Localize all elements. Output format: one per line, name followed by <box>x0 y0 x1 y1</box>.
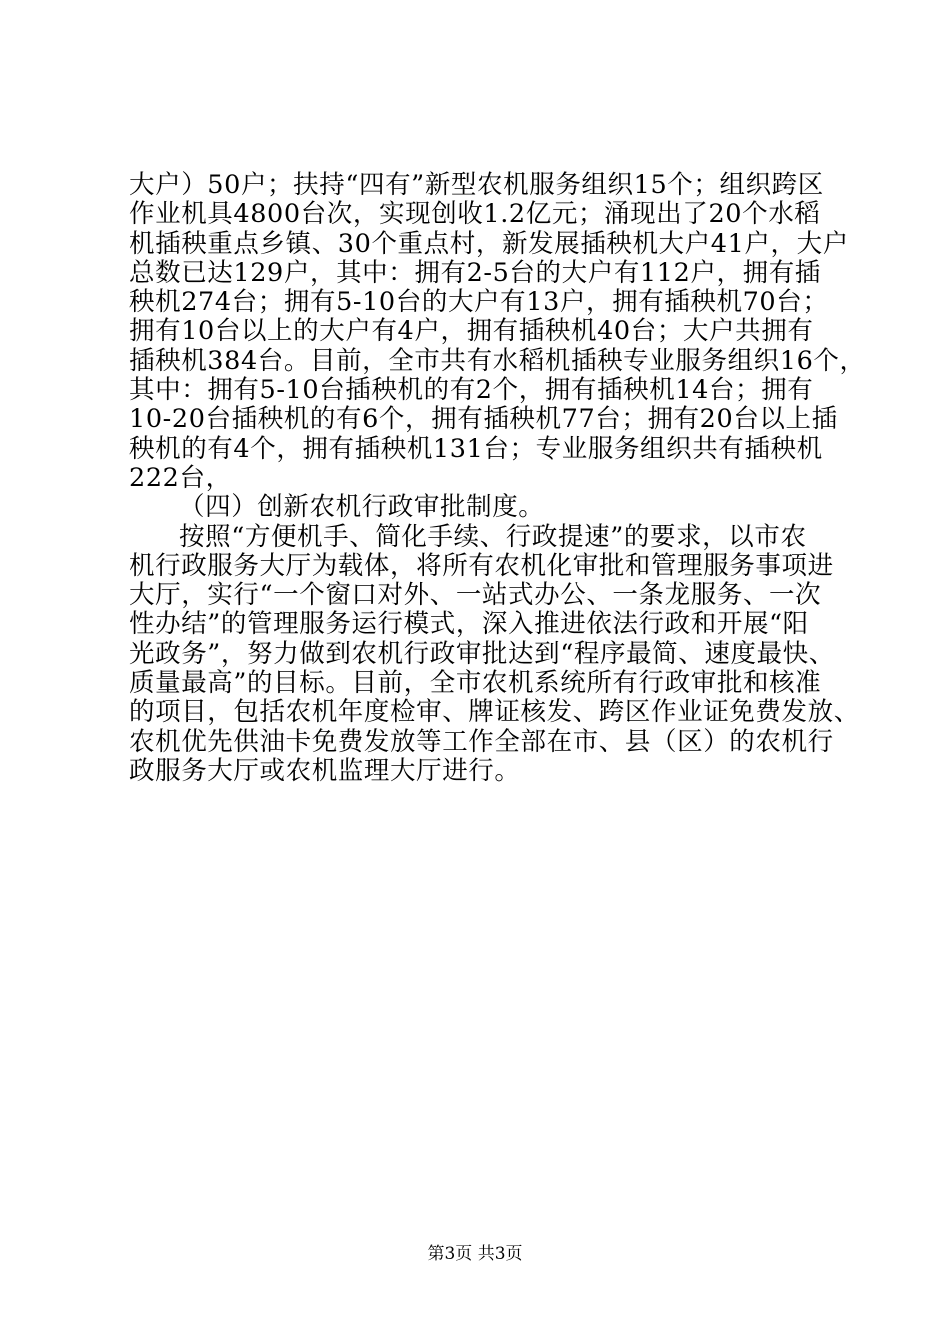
paragraph-first-line: 按照“方便机手、简化手续、行政提速”的要求，以市农 <box>179 521 807 552</box>
text-line: 其中：拥有5-10台插秧机的有2个，拥有插秧机14台；拥有 <box>129 375 814 406</box>
text-line: 222台， <box>129 462 232 493</box>
text-line: 机插秧重点乡镇、30个重点村，新发展插秧机大户41户，大户 <box>129 228 849 259</box>
text-line: 光政务”，努力做到农机行政审批达到“程序最简、速度最快、 <box>129 638 835 669</box>
text-line: 秧机的有4个，拥有插秧机131台；专业服务组织共有插秧机 <box>129 433 823 464</box>
text-line: 农机优先供油卡免费发放等工作全部在市、县（区）的农机行 <box>129 726 834 757</box>
page-number: 第3页 共3页 <box>427 1244 523 1264</box>
text-line: 10-20台插秧机的有6个，拥有插秧机77台；拥有20台以上插 <box>129 404 838 435</box>
text-line: 的项目，包括农机年度检审、牌证核发、跨区作业证免费发放、 <box>129 697 860 728</box>
text-line: 大户）50户；扶持“四有”新型农机服务组织15个；组织跨区 <box>129 170 824 200</box>
section-heading: （四）创新农机行政审批制度。 <box>179 492 545 523</box>
text-line: 秧机274台；拥有5-10台的大户有13户，拥有插秧机70台； <box>129 287 829 318</box>
text-line: 插秧机384台。目前，全市共有水稻机插秧专业服务组织16个， <box>129 345 866 376</box>
text-line: 总数已达129户，其中：拥有2-5台的大户有112户，拥有插 <box>129 257 821 288</box>
text-line: 机行政服务大厅为载体，将所有农机化审批和管理服务事项进 <box>129 550 834 581</box>
text-line: 质量最高”的目标。目前，全市农机系统所有行政审批和核准 <box>129 668 822 699</box>
text-line: 拥有10台以上的大户有4户，拥有插秧机40台；大户共拥有 <box>129 316 814 347</box>
text-line: 性办结”的管理服务运行模式，深入推进依法行政和开展“阳 <box>129 609 809 640</box>
text-line: 大厅，实行“一个窗口对外、一站式办公、一条龙服务、一次 <box>129 580 822 611</box>
page-footer <box>0 1244 950 1264</box>
document-body <box>129 170 866 786</box>
text-line: 政服务大厅或农机监理大厅进行。 <box>129 755 521 786</box>
text-line: 作业机具4800台次，实现创收1.2亿元；涌现出了20个水稻 <box>129 199 821 230</box>
